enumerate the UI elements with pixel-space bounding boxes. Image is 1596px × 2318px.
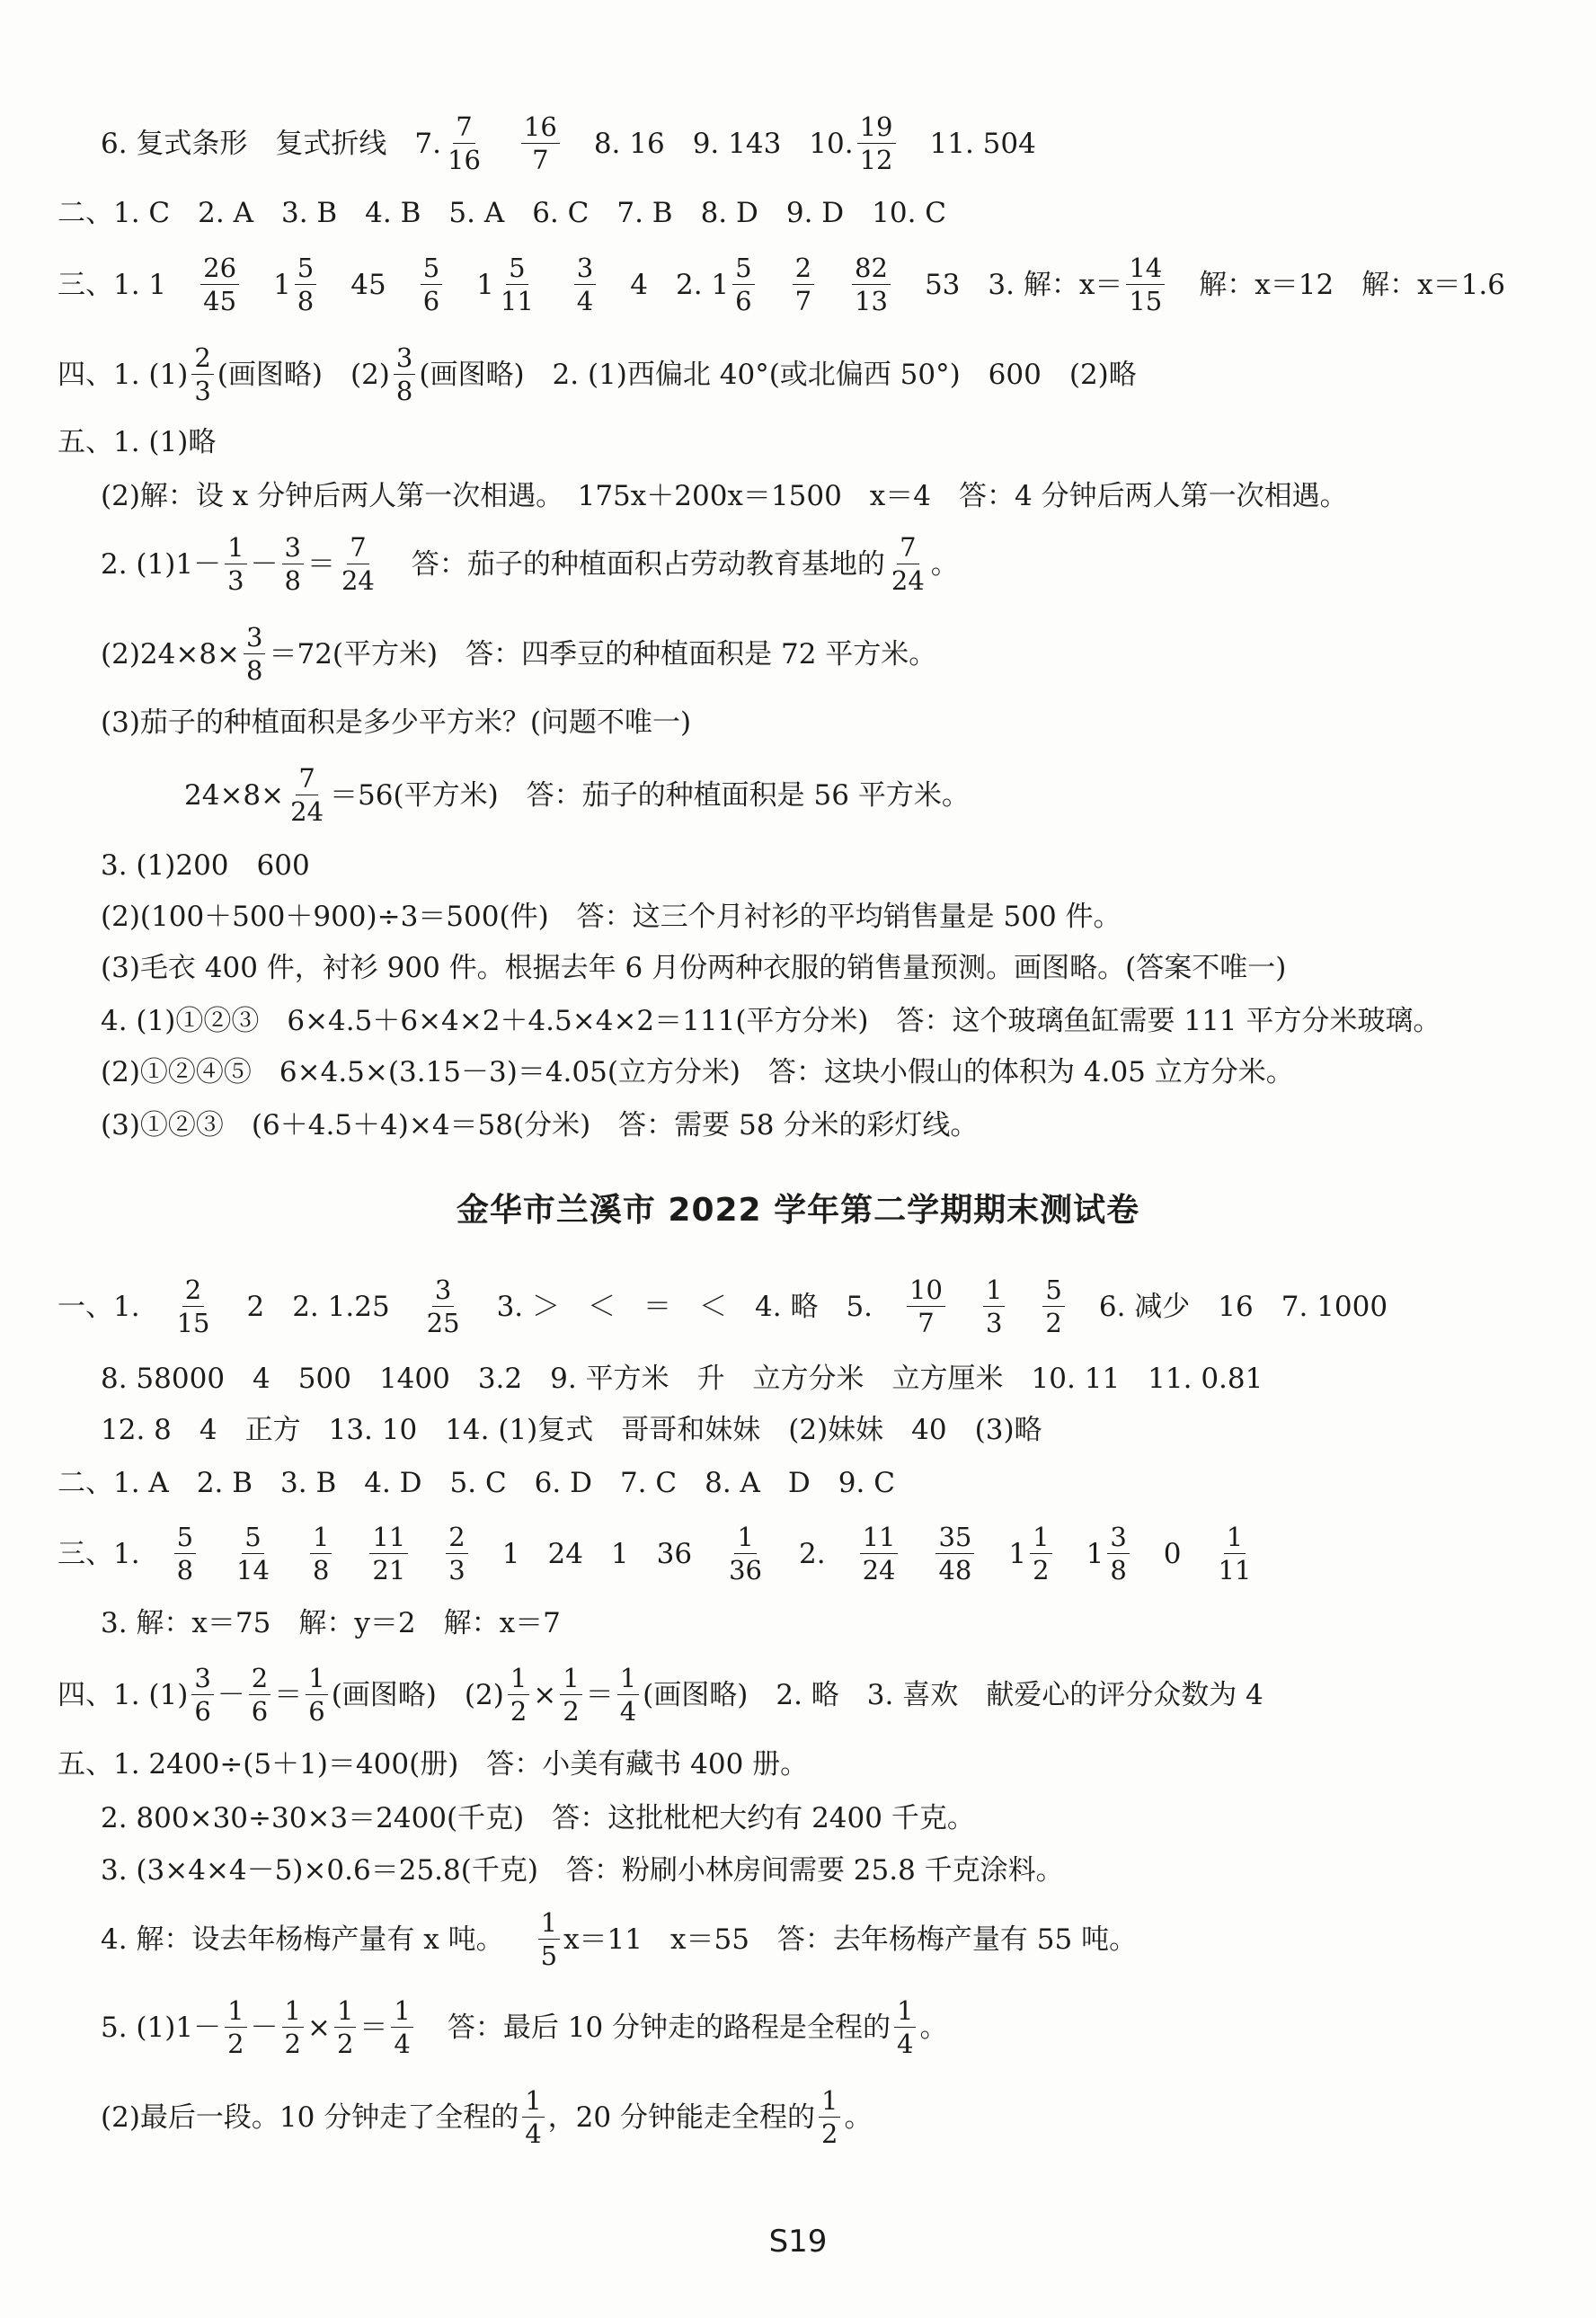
fraction: $\frac{1}{36}$ [729,1522,762,1585]
fraction: $\frac{7}{24}$ [290,763,324,827]
fraction: $\frac{11}{24}$ [860,1524,899,1584]
answer-line-5-2-3: (3)茄子的种植面积是多少平方米？(问题不唯一) [101,706,692,739]
answer-line-app-2: 2. 800×30÷30×3＝2400(千克) 答：这批枇杷大约有 2400 千克。 [101,1801,975,1834]
fraction: $\frac{5}{2}$ [1042,1277,1064,1337]
fraction: $\frac{35}{48}$ [935,1524,974,1584]
answer-line-equation: 3. 解：x＝75 解：y＝2 解：x＝7 [101,1606,561,1639]
fraction: $\frac{7}{24}$ [891,532,925,596]
answer-line-app-5-2: (2)最后一段。10 分钟走了全程的 $\frac{1}{4}$ ，20 分钟能走全程的 $\frac{1}{2}$ 。 [101,2085,873,2149]
fraction: $\frac{1}{2}$ [334,1998,356,2057]
fraction: $\frac{1}{2}$ [560,1665,581,1725]
fraction: $\frac{5}{14}$ [236,1522,270,1585]
answer-line-5-2-1: 2. (1)1－ $\frac{1}{3}$ － $\frac{3}{8}$ ＝ $\frac{7}{24}$ 答：茄子的种植面积占劳动教育基地的 $\frac{7}{24}$ 。 [101,532,959,596]
answer-line-fill: 一、1. $\frac{2}{15}$ 2 2. 1.25 $\frac{3}{25}$ 3. ＞ ＜ ＝ ＜ 4. 略 5. $\frac{10}{7}$ $\frac{1}{3}$ $\frac{5}{2}$ 6. 减少 16 7. 1000 [58,1274,1388,1338]
fraction: $\frac{16}{7}$ [521,114,560,173]
answer-line-drawing: 四、1. (1) $\frac{2}{3}$ (画图略) (2) $\frac{3}{8}$ (画图略) 2. (1)西偏北 40°(或北偏西 50°) 600 (2)略 [58,342,1137,406]
fraction: $\frac{3}{8}$ [1107,1524,1129,1584]
fraction: $\frac{1}{4}$ [894,1998,916,2057]
fraction: $\frac{1}{5}$ [538,1910,560,1969]
fraction: $\frac{3}{6}$ [191,1665,213,1725]
fraction: $\frac{3}{25}$ [426,1274,460,1338]
fraction: $\frac{1}{6}$ [306,1665,327,1725]
fraction: $\frac{7}{24}$ [341,532,375,596]
fraction: $\frac{2}{6}$ [249,1665,270,1725]
fraction: $\frac{1}{3}$ [225,535,246,594]
fraction: $\frac{1}{3}$ [983,1277,1005,1337]
answer-line-5-3-2: (2)(100＋500＋900)÷3＝500(件) 答：这三个月衬衫的平均销售量是 500 件。 [101,900,1122,933]
fraction: $\frac{3}{4}$ [574,255,596,315]
answer-line-5-4-3: (3)①②③ (6＋4.5＋4)×4＝58(分米) 答：需要 58 分米的彩灯线。 [101,1108,979,1141]
fraction: $\frac{1}{2}$ [508,1665,529,1725]
answer-line-5-3-3: (3)毛衣 400 件，衬衫 900 件。根据去年 6 月份两种衣服的销售量预测。画图略。(答案不唯一) [101,951,1287,984]
fraction: $\frac{2}{7}$ [793,255,814,315]
page-number: S19 [768,2224,828,2260]
fraction: $\frac{1}{2}$ [282,1998,304,2057]
answer-line-fill-3: 12. 8 4 正方 13. 10 14. (1)复式 哥哥和妹妹 (2)妹妹 40 (3)略 [101,1413,1042,1446]
answer-line-5-2-2: (2)24×8× $\frac{3}{8}$ ＝72(平方米) 答：四季豆的种植面积是 72 平方米。 [101,622,937,686]
fraction: $\frac{3}{8}$ [282,535,304,594]
fraction: $\frac{1}{2}$ [819,2088,840,2147]
fraction: $\frac{19}{12}$ [857,114,896,173]
fraction: $\frac{5}{8}$ [174,1524,196,1584]
fraction: $\frac{14}{15}$ [1126,255,1165,315]
fraction: $\frac{5}{11}$ [500,253,534,316]
answer-line-app-5-1: 5. (1)1－ $\frac{1}{2}$ － $\frac{1}{2}$ × $\frac{1}{2}$ ＝ $\frac{1}{4}$ 答：最后 10 分钟走的路程是全程的 $\frac{1}{4}$ 。 [101,1995,948,2059]
fraction: $\frac{2}{15}$ [176,1274,210,1338]
answer-line-choice-2: 二、1. A 2. B 3. B 4. D 5. C 6. D 7. C 8. A D 9. C [58,1466,895,1499]
fraction: $\frac{26}{45}$ [200,255,239,315]
answer-line-app-1: 五、1. 2400÷(5＋1)＝400(册) 答：小美有藏书 400 册。 [58,1747,809,1781]
fraction: $\frac{2}{3}$ [191,345,213,404]
answer-line-5-1: 五、1. (1)略 [58,425,217,458]
answer-line-5-4-1: 4. (1)①②③ 6×4.5＋6×4×2＋4.5×4×2＝111(平方分米) 答：这个玻璃鱼缸需要 111 平方分米玻璃。 [101,1004,1441,1037]
answer-line-app-4: 4. 解：设去年杨梅产量有 x 吨。 $\frac{1}{5}$ x＝11 x＝55 答：去年杨梅产量有 55 吨。 [101,1907,1138,1971]
fraction: $\frac{1}{4}$ [617,1665,639,1725]
answer-line-5-1-2: (2)解：设 x 分钟后两人第一次相遇。 175x＋200x＝1500 x＝4 答：4 分钟后两人第一次相遇。 [101,479,1348,512]
fraction: $\frac{1}{11}$ [1218,1522,1252,1585]
answer-line-calc: 三、1. 1 $\frac{26}{45}$ 1 $\frac{5}{8}$ 45 $\frac{5}{6}$ 1 $\frac{5}{11}$ $\frac{3}{4}$ 4 2. 1 $\frac{5}{6}$ $\frac{2}{7}$ $\frac{82}{13}$ 53 3. 解：x＝ $\frac{14}{15}$ 解：x＝12 解：x＝1.6 [58,253,1505,316]
fraction: $\frac{3}{8}$ [244,625,265,684]
fraction: $\frac{5}{6}$ [421,255,442,315]
fraction: $\frac{5}{6}$ [732,255,754,315]
answer-line-6: 6. 复式条形 复式折线 7. $\frac{7}{16}$ $\frac{16}{7}$ 8. 16 9. 143 10. $\frac{19}{12}$ 11. 504 [101,111,1036,175]
answer-line-calc-2: 三、1. $\frac{5}{8}$ $\frac{5}{14}$ $\frac{1}{8}$ $\frac{11}{21}$ $\frac{2}{3}$ 1 24 1 36 $\frac{1}{36}$ 2. $\frac{11}{24}$ $\frac{35}{48}$ 1 $\frac{1}{2}$ 1 $\frac{3}{8}$ 0 $\frac{1}{11}$ [58,1518,1257,1590]
fraction: $\frac{82}{13}$ [852,255,891,315]
answer-line-5-4-2: (2)①②④⑤ 6×4.5×(3.15－3)＝4.05(立方分米) 答：这块小假山的体积为 4.05 立方分米。 [101,1055,1294,1088]
section-title: 金华市兰溪市 2022 学年第二学期期末测试卷 [456,1192,1140,1229]
answer-line-5-2-3-calc: 24×8× $\frac{7}{24}$ ＝56(平方米) 答：茄子的种植面积是 56 平方米。 [184,763,970,827]
fraction: $\frac{2}{3}$ [446,1524,467,1584]
answer-line-fill-2: 8. 58000 4 500 1400 3.2 9. 平方米 升 立方分米 立方厘米 10. 11 11. 0.81 [101,1362,1264,1395]
fraction: $\frac{3}{8}$ [394,345,415,404]
fraction: $\frac{1}{4}$ [522,2088,544,2147]
answer-line-drawing-2: 四、1. (1) $\frac{3}{6}$ － $\frac{2}{6}$ ＝ $\frac{1}{6}$ (画图略) (2) $\frac{1}{2}$ × $\frac{1}{2}$ ＝ $\frac{1}{4}$ (画图略) 2. 略 3. 喜欢 献爱心的评分众数为 4 [58,1663,1264,1727]
fraction: $\frac{5}{8}$ [295,255,316,315]
answer-line-5-3-1: 3. (1)200 600 [101,848,310,882]
fraction: $\frac{1}{2}$ [225,1998,246,2057]
fraction: $\frac{1}{2}$ [1030,1524,1051,1584]
answer-line-app-3: 3. (3×4×4－5)×0.6＝25.8(千克) 答：粉刷小林房间需要 25.8 千克涂料。 [101,1853,1064,1887]
fraction: $\frac{7}{16}$ [448,111,481,175]
fraction: $\frac{1}{4}$ [391,1998,412,2057]
fraction: $\frac{11}{21}$ [369,1524,408,1584]
answer-line-choice: 二、1. C 2. A 3. B 4. B 5. A 6. C 7. B 8. D 9. D 10. C [58,196,947,229]
fraction: $\frac{10}{7}$ [907,1277,945,1337]
fraction: $\frac{1}{8}$ [310,1524,332,1584]
